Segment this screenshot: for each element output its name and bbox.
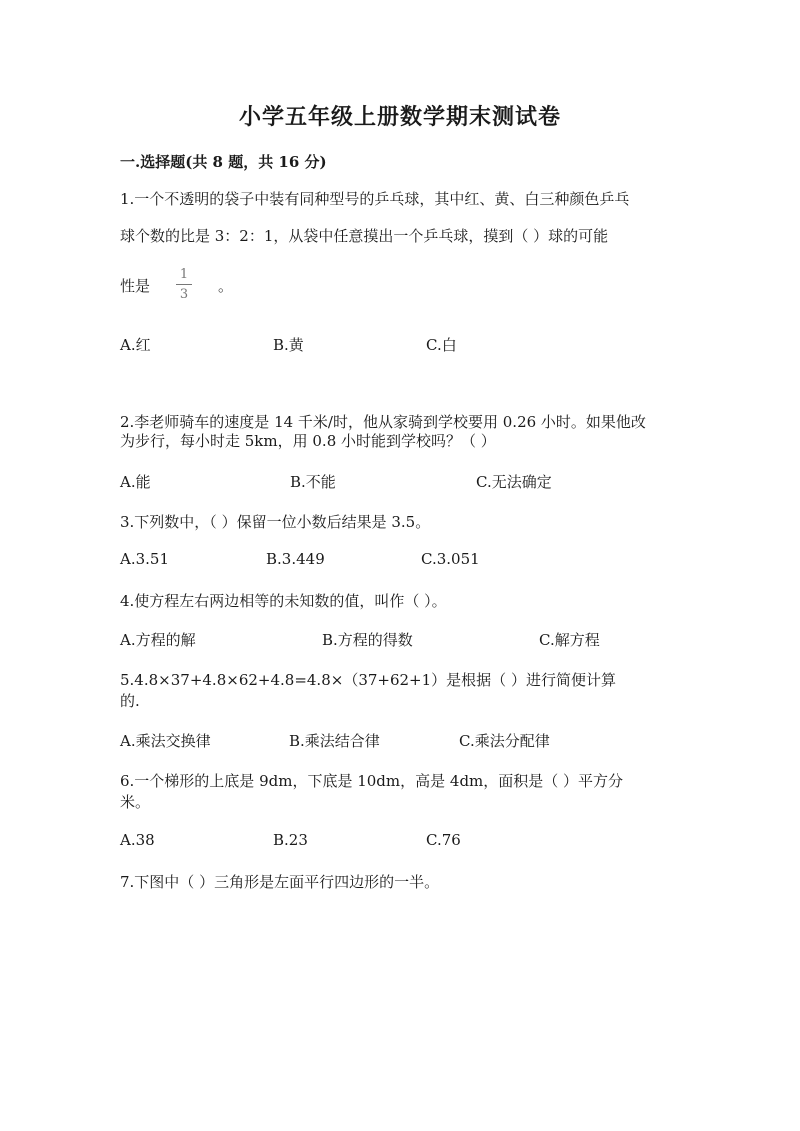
question-2-line-1: 2.李老师骑车的速度是 14 千米/时，他从家骑到学校要用 0.26 小时。如果他改	[120, 413, 646, 431]
question-6-option-c[interactable]: C.76	[426, 831, 461, 849]
question-5-option-a[interactable]: A.乘法交换律	[120, 732, 211, 750]
question-2-option-a[interactable]: A.能	[120, 473, 151, 491]
question-5-option-b[interactable]: B.乘法结合律	[289, 732, 380, 750]
question-7-line-1: 7.下图中（ ）三角形是左面平行四边形的一半。	[120, 873, 440, 891]
fraction-numerator: 1	[179, 267, 189, 282]
question-2-line-2: 为步行，每小时走 5km，用 0.8 小时能到学校吗？（ ）	[120, 432, 496, 450]
question-4-option-b[interactable]: B.方程的得数	[322, 631, 413, 649]
fraction-bar	[176, 284, 192, 285]
question-4-line-1: 4.使方程左右两边相等的未知数的值，叫作（ ）。	[120, 592, 447, 610]
question-6-line-2: 米。	[120, 793, 151, 811]
question-3-option-c[interactable]: C.3.051	[421, 550, 480, 568]
question-1-line-3-suffix: 。	[218, 277, 234, 295]
question-1-line-3-prefix: 性是	[120, 277, 151, 295]
question-3-option-a[interactable]: A.3.51	[120, 550, 169, 568]
question-1-option-a[interactable]: A.红	[120, 336, 151, 354]
question-5-line-1: 5.4.8×37+4.8×62+4.8=4.8×（37+62+1）是根据（ ）进行简便计算	[120, 671, 616, 689]
question-6-line-1: 6.一个梯形的上底是 9dm，下底是 10dm，高是 4dm，面积是（ ）平方分	[120, 772, 624, 790]
question-2-option-c[interactable]: C.无法确定	[476, 473, 552, 491]
question-3-option-b[interactable]: B.3.449	[266, 550, 325, 568]
question-5-option-c[interactable]: C.乘法分配律	[459, 732, 550, 750]
question-1-option-b[interactable]: B.黄	[273, 336, 304, 354]
page-title: 小学五年级上册数学期末测试卷	[238, 104, 561, 130]
question-1-option-c[interactable]: C.白	[426, 336, 457, 354]
question-4-option-c[interactable]: C.解方程	[539, 631, 600, 649]
question-3-line-1: 3.下列数中，（ ）保留一位小数后结果是 3.5。	[120, 513, 431, 531]
fraction-one-third	[176, 268, 192, 301]
fraction-denominator: 3	[179, 287, 189, 302]
question-6-option-a[interactable]: A.38	[120, 831, 155, 849]
section-heading: 一.选择题(共 8 题，共 16 分)	[120, 153, 327, 171]
question-2-option-b[interactable]: B.不能	[290, 473, 336, 491]
question-1-line-1: 1.一个不透明的袋子中装有同种型号的乒乓球，其中红、黄、白三种颜色乒乓	[120, 190, 630, 208]
question-5-line-2: 的.	[120, 692, 140, 710]
question-4-option-a[interactable]: A.方程的解	[120, 631, 196, 649]
question-6-option-b[interactable]: B.23	[273, 831, 308, 849]
question-1-line-2: 球个数的比是 3：2：1，从袋中任意摸出一个乒乓球，摸到（ ）球的可能	[120, 227, 609, 245]
